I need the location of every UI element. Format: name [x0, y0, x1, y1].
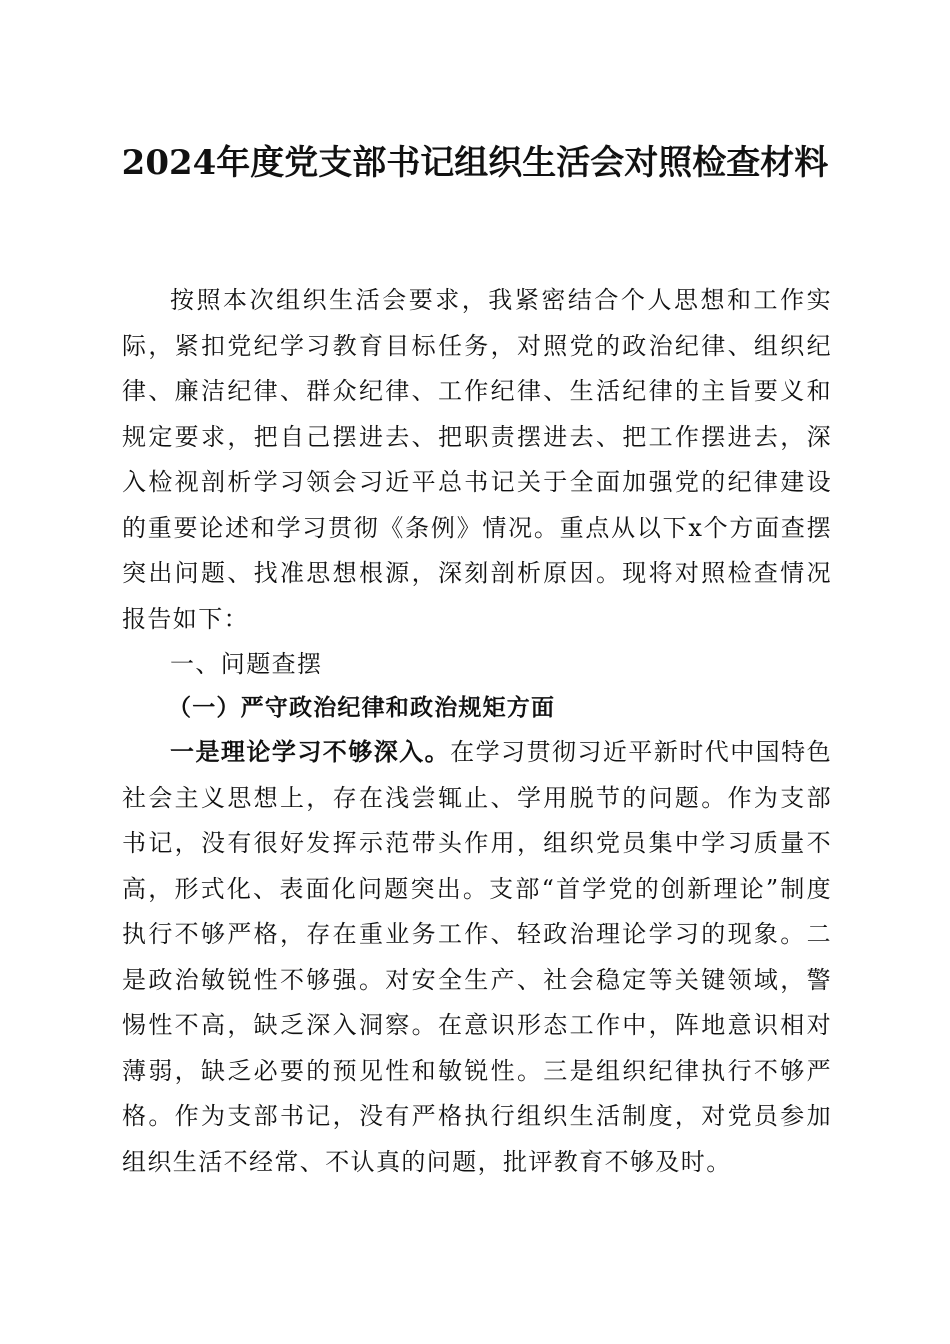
- document-body: [122, 278, 832, 1185]
- intro-paragraph: 按照本次组织生活会要求，我紧密结合个人思想和工作实际，紧扣党纪学习教育目标任务，对照党的政治纪律、组织纪律、廉洁纪律、群众纪律、工作纪律、生活纪律的主旨要义和规定要求，把自己摆进去、把职责摆进去、把工作摆进去，深入检视剖析学习领会习近平总书记关于全面加强党的纪律建设的重要论述和学习贯彻《条例》情况。重点从以下x个方面查摆突出问题、找准思想根源，深刻剖析原因。现将对照检查情况报告如下：: [122, 286, 832, 633]
- paragraph-lead-text: 一是理论学习不够深入。: [170, 737, 451, 766]
- problem-paragraph: [122, 729, 832, 1185]
- document-title: 2024年度党支部书记组织生活会对照检查材料: [121, 143, 829, 183]
- paragraph-body-text: 在学习贯彻习近平新时代中国特色社会主义思想上，存在浅尝辄止、学用脱节的问题。作为支部书记，没有很好发挥示范带头作用，组织党员集中学习质量不高，形式化、表面化问题突出。支部“首学党的创新理论”制度执行不够严格，存在重业务工作、轻政治理论学习的现象。二是政治敏锐性不够强。对安全生产、社会稳定等关键领域，警惕性不高，缺乏深入洞察。在意识形态工作中，阵地意识相对薄弱，缺乏必要的预见性和敏锐性。三是组织纪律执行不够严格。作为支部书记，没有严格执行组织生活制度，对党员参加组织生活不经常、不认真的问题，批评教育不够及时。: [122, 738, 833, 1176]
- subsection-heading-political-discipline: （一）严守政治纪律和政治规矩方面: [168, 694, 556, 721]
- section-heading-problems: 一、问题查摆: [170, 650, 323, 678]
